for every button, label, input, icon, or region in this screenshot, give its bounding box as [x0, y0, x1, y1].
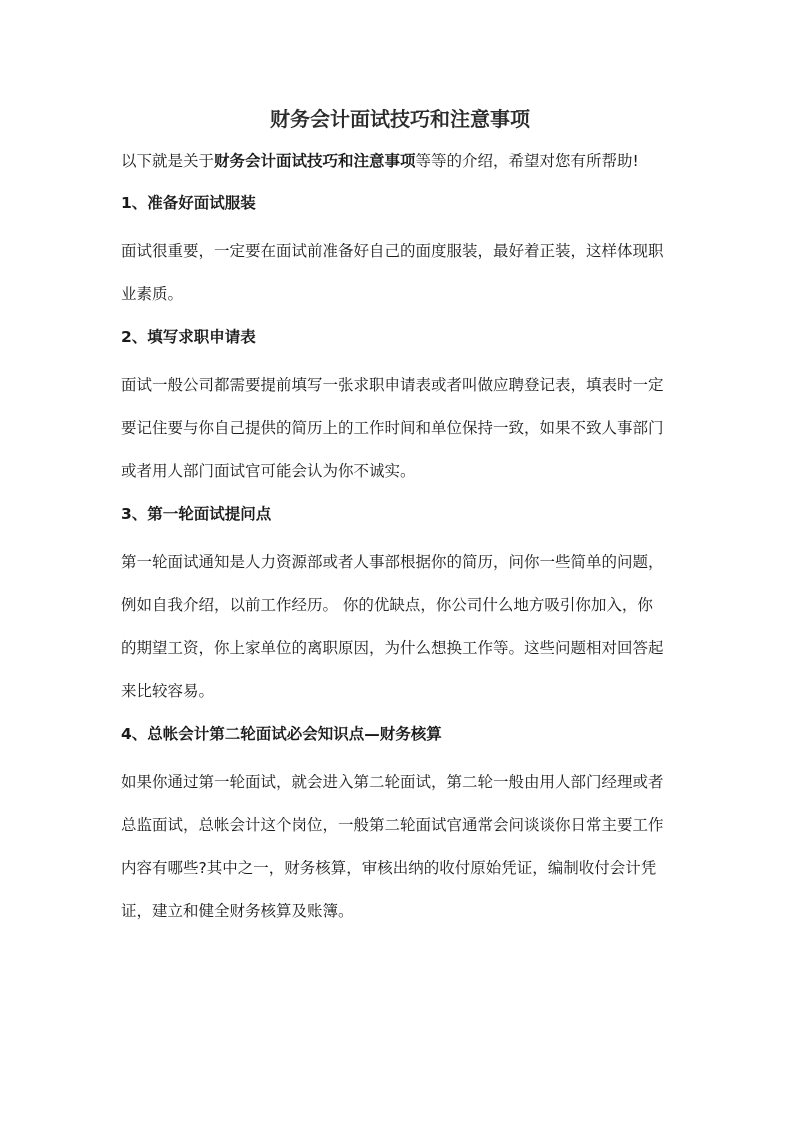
section-heading: 4、总帐会计第二轮面试必会知识点—财务核算 [121, 725, 442, 743]
intro-suffix: 等等的介绍，希望对您有所帮助! [415, 152, 639, 170]
intro-prefix: 以下就是关于 [121, 152, 215, 170]
section-paragraph [121, 364, 683, 493]
paragraph-line: 证，建立和健全财务核算及账簿。 [121, 902, 354, 920]
section-paragraph [121, 541, 683, 713]
paragraph-line: 内容有哪些?其中之一，财务核算，审核出纳的收付原始凭证，编制收付会计凭 [121, 859, 657, 877]
paragraph-line: 总监面试，总帐会计这个岗位，一般第二轮面试官通常会问谈谈你日常主要工作 [121, 816, 664, 834]
section-heading: 2、填写求职申请表 [121, 328, 256, 346]
paragraph-line: 面试很重要，一定要在面试前准备好自己的面度服装，最好着正装，这样体现职 [121, 242, 664, 260]
section-heading: 1、准备好面试服装 [121, 194, 256, 212]
paragraph-line: 第一轮面试通知是人力资源部或者人事部根据你的简历，问你一些简单的问题， [121, 553, 664, 571]
paragraph-line: 来比较容易。 [121, 682, 215, 700]
section-4 [121, 721, 683, 933]
intro-paragraph [121, 147, 683, 175]
section-3 [121, 501, 683, 713]
section-paragraph [121, 761, 683, 933]
section-paragraph [121, 230, 683, 316]
section-heading: 3、第一轮面试提问点 [121, 505, 272, 523]
paragraph-line: 或者用人部门面试官可能会认为你不诚实。 [121, 462, 416, 480]
section-2 [121, 324, 683, 493]
paragraph-line: 要记住要与你自己提供的简历上的工作时间和单位保持一致，如果不致人事部门 [121, 419, 664, 437]
paragraph-line: 面试一般公司都需要提前填写一张求职申请表或者叫做应聘登记表，填表时一定 [121, 376, 664, 394]
document-title: 财务会计面试技巧和注意事项 [270, 107, 530, 131]
section-1 [121, 190, 683, 316]
paragraph-line: 如果你通过第一轮面试，就会进入第二轮面试，第二轮一般由用人部门经理或者 [121, 773, 664, 791]
paragraph-line: 的期望工资，你上家单位的离职原因，为什么想换工作等。这些问题相对回答起 [121, 639, 664, 657]
intro-bold-topic: 财务会计面试技巧和注意事项 [214, 152, 416, 170]
paragraph-line: 业素质。 [121, 285, 184, 303]
document-body [121, 147, 683, 941]
paragraph-line: 例如自我介绍，以前工作经历。 你的优缺点，你公司什么地方吸引你加入，你 [121, 596, 653, 614]
